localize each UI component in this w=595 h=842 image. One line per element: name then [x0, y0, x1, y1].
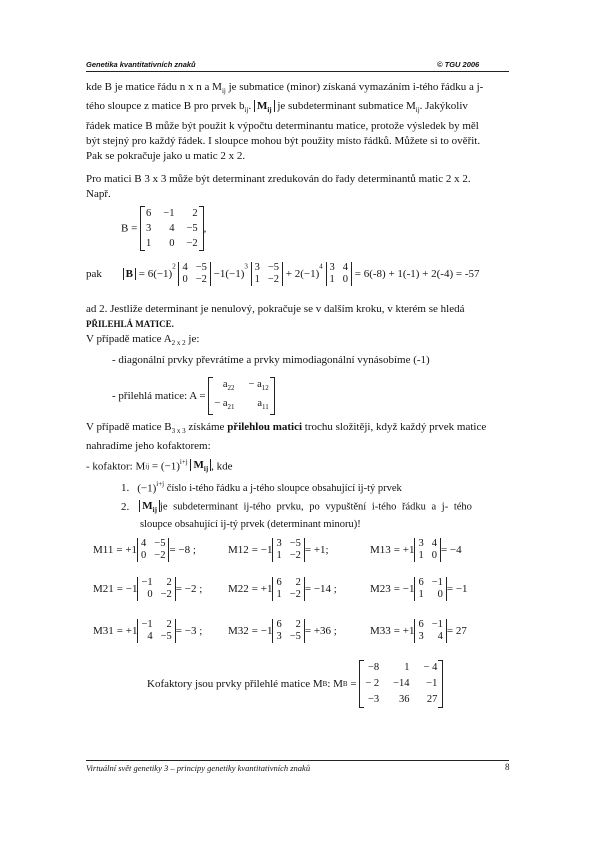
cofactor-m12: M12 = −1 3 −5 1 −2 = +1; — [228, 538, 329, 561]
subdet-symbol: $M_{ij}$ — [254, 100, 275, 112]
cofactor-m33: M33 = +1 6 −1 3 4 = 27 — [370, 619, 467, 642]
paragraph-1: kde B je matice řádu n x n a $M_{ij}$ je submatice (minor) získaná vymazáním i-tého řádku a j- tého sloupce z matice B pro prvek $b_{ij}$. $M_{ij}$ je subdeterminant submatice $M_{ij}$. Jakýkoliv řádek matice B může být použit k výpočtu determinantu matice, protože výsledek by měl být stejný pro každý řádek. I sloupce mohou být použity místo řádků. Můžete si to ověřit. Pak se pokračuje jako u matic 2 x 2. — [86, 81, 484, 163]
matrix-b-label: B = — [121, 222, 138, 235]
cofactor-label: M21 — [93, 583, 114, 595]
cofactor-label: M32 — [228, 625, 249, 637]
cofactor-m32: M32 = −1 6 2 3 −5 = +36 ; — [228, 619, 337, 642]
paragraph-2: Pro matici B 3 x 3 může být determinant zredukován do řady determinantů matic 2 x 2. Např. — [86, 173, 471, 201]
cofactor-label: M33 — [370, 625, 391, 637]
page-number: 8 — [505, 762, 510, 772]
footer-left: Virtuální svět genetiky 3 – principy genetiky kvantitativních znaků — [86, 763, 311, 773]
cofactor-determinant: 3 4 1 0 — [414, 538, 441, 562]
det-m2: 3 −5 1 −2 — [251, 262, 283, 286]
cofactor-determinant: 6 −1 3 4 — [414, 619, 446, 643]
bullet-adjugate: - přilehlá matice: A = $a_{22}$ − $a_{12}$ − $a_{21}$ $a_{11}$ — [112, 377, 275, 415]
cofactor-determinant: 3 −5 1 −2 — [272, 538, 304, 562]
matrix-b: 6 −1 2 3 4 −5 1 0 −2 — [140, 206, 204, 251]
cofactor-determinant: 4 −5 0 −2 — [137, 538, 169, 562]
item-2-cont: sloupce obsahující ij-tý prvek (determinant minoru)! — [140, 519, 361, 530]
cofactor-m22: M22 = +1 6 2 1 −2 = −14 ; — [228, 577, 337, 600]
cofactor-m11: M11 = +1 4 −5 0 −2 = −8 ; — [93, 538, 196, 561]
cofactor-matrix-row: Kofaktory jsou prvky přilehlé matice MB: MB = −8 1 − 4 − 2 −14 −1 −3 36 27 — [147, 660, 443, 708]
paragraph-ad2: ad 2. Jestliže determinant je nenulový, pokračuje se v dalším kroku, v kterém se hledá PŘILEHLÁ MATICE. V případě matice $A_{2 x 2}$ je: — [86, 303, 465, 348]
paragraph-3: V případě matice $B_{3 x 3}$ získáme přilehlou matici trochu složitěji, když každý prvek matice nahradíme jeho kofaktorem: — [86, 421, 487, 453]
pak-expansion: pak $B = 6(-1)^2$ 4 −5 0 −2 $-1(-1)^3$ 3 −5 1 −2 + $2(-1)^4$ 3 4 1 0 = 6(-8) + 1(-1) + 2(-4) = -57 — [86, 262, 480, 285]
cofactor-label: M11 — [93, 544, 114, 556]
footer-rule — [86, 760, 509, 761]
cofactor-label: M23 — [370, 583, 391, 595]
cofactor-m13: M13 = +1 3 4 1 0 = −4 — [370, 538, 462, 561]
item-2: 2. $M_{ij}$ je subdeterminant ij-tého prvku, po vypuštění i-tého řádku a j- tého — [121, 500, 472, 515]
cofactor-determinant: 6 2 3 −5 — [272, 619, 304, 643]
matrix-a-adj: $a_{22}$ − $a_{12}$ − $a_{21}$ $a_{11}$ — [208, 377, 274, 415]
cofactor-label: M13 — [370, 544, 391, 556]
item-1: 1. $(-1)^{i+j}$ číslo i-tého řádku a j-tého sloupce obsahující ij-tý prvek — [121, 480, 402, 495]
cofactor-m21: M21 = −1 −1 2 0 −2 = −2 ; — [93, 577, 203, 600]
header-left: Genetika kvantitativních znaků — [86, 60, 196, 69]
cofactor-m23: M23 = −1 6 −1 1 0 = −1 — [370, 577, 468, 600]
cofactor-label: M31 — [93, 625, 114, 637]
cofactor-determinant: −1 2 0 −2 — [137, 577, 175, 601]
header-right: © TGU 2006 — [437, 60, 480, 69]
cofactor-determinant: 6 2 1 −2 — [272, 577, 304, 601]
header-rule — [86, 71, 509, 72]
cofactor-determinant: −1 2 4 −5 — [137, 619, 175, 643]
cofactor-label: M12 — [228, 544, 249, 556]
kofaktor-definition: - kofaktor: Mij = $(-1)^{i+j}$ $M_{ij}$ , kde — [86, 458, 233, 474]
matrix-mb: −8 1 − 4 − 2 −14 −1 −3 36 27 — [359, 660, 443, 708]
cofactor-label: M22 — [228, 583, 249, 595]
matrix-b-row: B = 6 −1 2 3 4 −5 1 0 −2 , — [121, 208, 207, 249]
det-m3: 3 4 1 0 — [326, 262, 353, 286]
bullet-diagonal: - diagonální prvky převrátíme a prvky mimodiagonální vynásobíme (-1) — [112, 354, 430, 366]
cofactor-m31: M31 = +1 −1 2 4 −5 = −3 ; — [93, 619, 203, 642]
cofactor-determinant: 6 −1 1 0 — [414, 577, 446, 601]
det-m1: 4 −5 0 −2 — [178, 262, 210, 286]
